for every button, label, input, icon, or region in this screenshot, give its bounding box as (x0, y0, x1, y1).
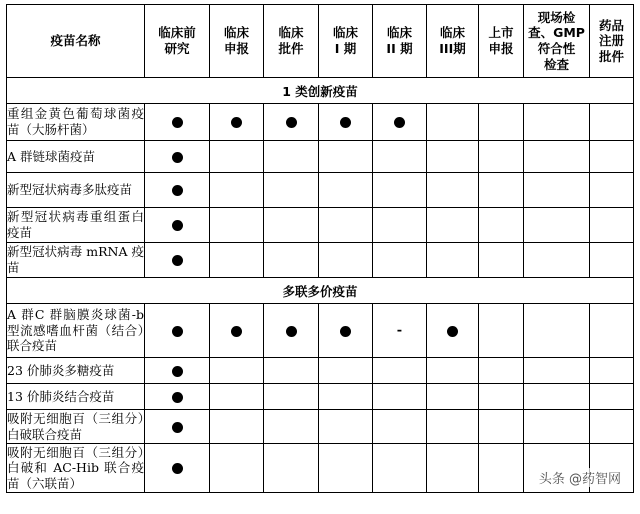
stage-cell (479, 173, 524, 208)
stage-cell (319, 173, 373, 208)
stage-cell (524, 304, 590, 358)
stage-cell (145, 410, 210, 444)
stage-cell (145, 141, 210, 173)
header-phase-1 (319, 5, 373, 78)
stage-cell (479, 444, 524, 493)
stage-cell (479, 384, 524, 410)
stage-cell (319, 243, 373, 278)
stage-cell (427, 358, 479, 384)
header-phase-1-label: 临床 I 期 (332, 25, 358, 56)
stage-complete-dot-icon (172, 152, 183, 163)
header-clinical-apply-label: 临床 申报 (223, 25, 249, 56)
stage-cell (264, 243, 319, 278)
stage-cell (373, 410, 427, 444)
stage-cell (524, 208, 590, 243)
stage-cell (145, 243, 210, 278)
section-title: 1 类创新疫苗 (7, 78, 634, 104)
stage-complete-dot-icon (172, 366, 183, 377)
stage-cell (479, 243, 524, 278)
stage-cell (427, 304, 479, 358)
vaccine-name-cell: 新型冠状病毒重组蛋白疫苗 (7, 208, 145, 243)
stage-complete-dot-icon (340, 117, 351, 128)
stage-cell (373, 444, 427, 493)
stage-cell (264, 410, 319, 444)
header-phase-3-label: 临床 III期 (439, 25, 466, 56)
vaccine-name-cell: 13 价肺炎结合疫苗 (7, 384, 145, 410)
stage-cell (264, 444, 319, 493)
stage-cell (524, 358, 590, 384)
section-title: 多联多价疫苗 (7, 278, 634, 304)
header-vaccine-name-label: 疫苗名称 (50, 33, 101, 49)
stage-mark-text: - (396, 323, 403, 338)
stage-cell (264, 358, 319, 384)
stage-cell (319, 410, 373, 444)
stage-cell (264, 104, 319, 141)
stage-cell (145, 104, 210, 141)
header-clinical-approve (264, 5, 319, 78)
stage-cell (427, 444, 479, 493)
stage-complete-dot-icon (286, 117, 297, 128)
stage-complete-dot-icon (231, 326, 242, 337)
stage-complete-dot-icon (172, 220, 183, 231)
vaccine-name-cell: A 群C 群脑膜炎球菌-b 型流感嗜血杆菌（结合）联合疫苗 (7, 304, 145, 358)
vaccine-name-cell: 新型冠状病毒 mRNA 疫苗 (7, 243, 145, 278)
stage-cell (319, 304, 373, 358)
vaccine-pipeline-table (6, 4, 634, 493)
stage-cell (210, 304, 264, 358)
header-drug-approval-label: 药品 注册 批件 (598, 17, 624, 64)
stage-cell (210, 141, 264, 173)
stage-cell (479, 358, 524, 384)
header-preclinical-label: 临床前 研究 (158, 25, 196, 56)
stage-cell (210, 208, 264, 243)
stage-complete-dot-icon (447, 326, 458, 337)
stage-cell (590, 173, 634, 208)
header-clinical-approve-label: 临床 批件 (278, 25, 304, 56)
table-row (7, 208, 634, 243)
section-row (7, 78, 634, 104)
stage-cell (590, 358, 634, 384)
header-vaccine-name (7, 5, 145, 78)
header-gmp-check (524, 5, 590, 78)
stage-cell (373, 358, 427, 384)
stage-cell (427, 384, 479, 410)
stage-cell (319, 358, 373, 384)
header-market-apply (479, 5, 524, 78)
stage-cell (524, 384, 590, 410)
stage-cell (264, 141, 319, 173)
header-drug-approval (590, 5, 634, 78)
vaccine-name-cell: 吸附无细胞百（三组分）白破联合疫苗 (7, 410, 144, 442)
vaccine-name-cell: A 群链球菌疫苗 (7, 141, 145, 173)
stage-cell (524, 410, 590, 444)
vaccine-pipeline-table-container (6, 4, 633, 493)
stage-cell (319, 104, 373, 141)
stage-complete-dot-icon (172, 255, 183, 266)
stage-complete-dot-icon (172, 463, 183, 474)
stage-cell (373, 243, 427, 278)
table-row (7, 104, 634, 141)
stage-complete-dot-icon (286, 326, 297, 337)
stage-cell (145, 304, 210, 358)
stage-cell (427, 208, 479, 243)
header-phase-2 (373, 5, 427, 78)
stage-cell (524, 173, 590, 208)
stage-cell (427, 173, 479, 208)
header-phase-2-label: 临床 II 期 (386, 25, 413, 56)
vaccine-name-cell: 吸附无细胞百（三组分）白破和 AC-Hib 联合疫苗（六联苗） (7, 444, 144, 491)
stage-cell (319, 444, 373, 493)
stage-cell (590, 208, 634, 243)
table-row (7, 141, 634, 173)
header-row (7, 5, 634, 78)
stage-cell (427, 410, 479, 444)
stage-cell (373, 384, 427, 410)
stage-complete-dot-icon (172, 117, 183, 128)
stage-cell (210, 243, 264, 278)
stage-cell (479, 208, 524, 243)
stage-cell (524, 104, 590, 141)
header-phase-3 (427, 5, 479, 78)
stage-cell (590, 243, 634, 278)
table-row (7, 384, 634, 410)
stage-cell (145, 358, 210, 384)
stage-complete-dot-icon (231, 117, 242, 128)
header-market-apply-label: 上市 申报 (488, 25, 514, 56)
stage-cell (210, 444, 264, 493)
stage-complete-dot-icon (340, 326, 351, 337)
stage-complete-dot-icon (172, 185, 183, 196)
stage-cell (590, 304, 634, 358)
table-row (7, 173, 634, 208)
stage-cell (479, 141, 524, 173)
vaccine-name-cell: 重组金黄色葡萄球菌疫苗（大肠杆菌） (7, 104, 145, 141)
stage-cell (264, 173, 319, 208)
table-row (7, 304, 634, 358)
section-row (7, 278, 634, 304)
stage-cell (373, 208, 427, 243)
stage-cell (427, 141, 479, 173)
stage-cell (145, 384, 210, 410)
stage-cell (264, 304, 319, 358)
stage-cell (145, 208, 210, 243)
stage-cell (590, 410, 634, 444)
stage-cell (590, 384, 634, 410)
stage-cell (210, 410, 264, 444)
stage-cell (145, 173, 210, 208)
table-row (7, 243, 634, 278)
stage-cell (590, 104, 634, 141)
table-row (7, 410, 634, 444)
stage-cell (524, 243, 590, 278)
stage-cell (210, 358, 264, 384)
stage-cell (264, 384, 319, 410)
stage-complete-dot-icon (172, 392, 183, 403)
vaccine-name-cell: 23 价肺炎多糖疫苗 (7, 358, 145, 384)
stage-cell (479, 104, 524, 141)
stage-complete-dot-icon (394, 117, 405, 128)
stage-cell (319, 141, 373, 173)
watermark: 头条 @药智网 (537, 468, 623, 487)
stage-cell (210, 104, 264, 141)
stage-cell (319, 384, 373, 410)
stage-cell (373, 304, 427, 358)
stage-cell (373, 173, 427, 208)
stage-complete-dot-icon (172, 422, 183, 433)
stage-cell (427, 243, 479, 278)
stage-cell (590, 141, 634, 173)
stage-cell (479, 410, 524, 444)
header-gmp-check-label: 现场检 查、GMP 符合性 检查 (528, 9, 585, 72)
stage-cell (210, 384, 264, 410)
stage-cell (373, 104, 427, 141)
stage-cell (210, 173, 264, 208)
stage-cell (479, 304, 524, 358)
header-clinical-apply (210, 5, 264, 78)
stage-complete-dot-icon (172, 326, 183, 337)
stage-cell (427, 104, 479, 141)
stage-cell (373, 141, 427, 173)
stage-cell (319, 208, 373, 243)
stage-cell (524, 141, 590, 173)
table-row (7, 358, 634, 384)
vaccine-name-cell: 新型冠状病毒多肽疫苗 (7, 173, 145, 208)
header-preclinical (145, 5, 210, 78)
stage-cell (264, 208, 319, 243)
stage-cell (145, 444, 210, 493)
